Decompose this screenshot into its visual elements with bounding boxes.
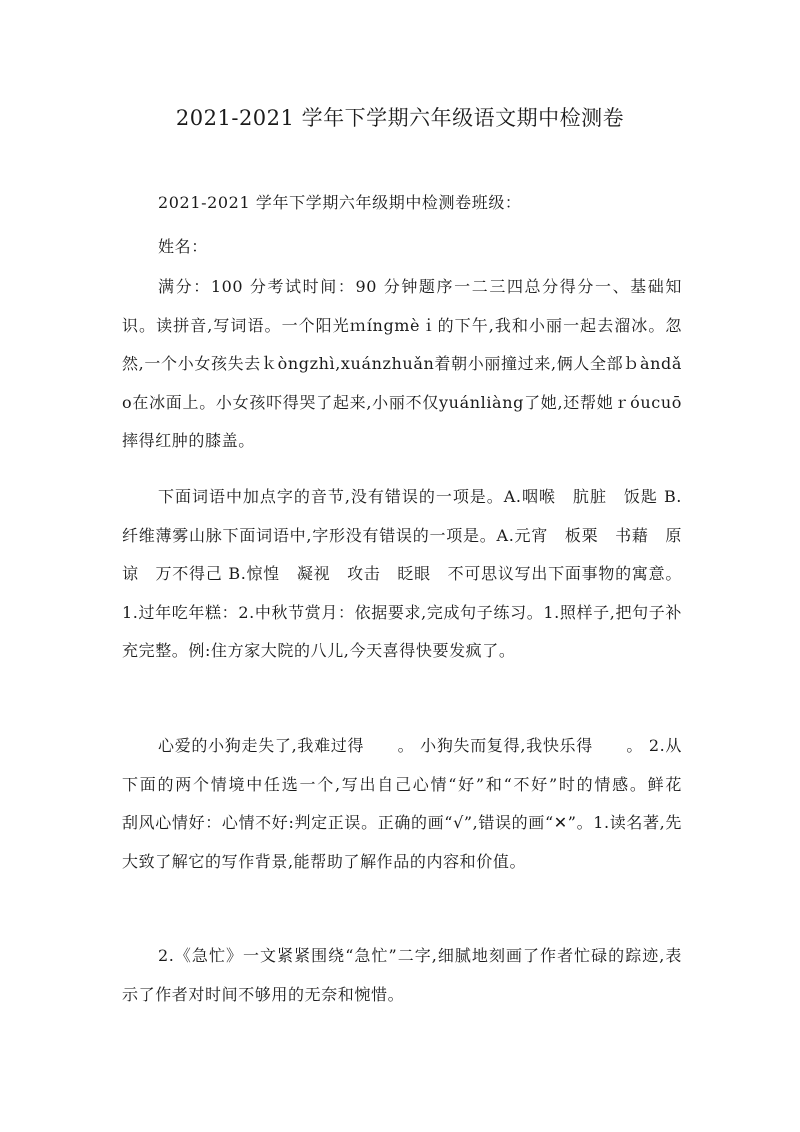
paragraph-word-questions: 下面词语中加点字的音节,没有错误的一项是。A.咽喉 肮脏 饭匙 B.纤维薄雾山脉下面词语中,字形没有错误的一项是。A.元宵 板栗 书藉 原谅 万不得己 B.惊惶 凝视 攻击 眨眼 不可思议写出下面事物的寓意。1.过年吃年糕：2.中秋节赏月：依据要求,完成句子练习。1.照样子,把句子补充完整。例:住方家大院的八儿,今天喜得快要发疯了。	[122, 487, 682, 660]
paragraph-exam-header: 2021-2021 学年下学期六年级期中检测卷班级：	[158, 193, 522, 212]
document-title: 2021-2021 学年下学期六年级语文期中检测卷	[175, 106, 625, 130]
paragraph-sentence-practice: 心爱的小狗走失了,我难过得 。 小狗失而复得,我快乐得 。 2.从下面的两个情境中任选一个,写出自己心情“好”和“不好”时的情感。鲜花 刮风心情好：心情不好:判定正误。正确的画“√”,错误的画“✕”。1.读名著,先大致了解它的写作背景,能帮助了解作品的内容和价值。	[122, 736, 716, 871]
paragraph-name-field: 姓名：	[158, 237, 208, 256]
paragraph-basic-knowledge: 满分：100 分考试时间：90 分钟题序一二三四总分得分一、基础知识。读拼音,写词语。一个阳光ｍíngmèｉ的下午,我和小丽一起去溜冰。忽然,一个小女孩失去ｋòngzhì,xuánzhuǎn着朝小丽撞过来,俩人全部ｂàndǎo在冰面上。小女孩吓得哭了起来,小丽不仅yuánliàng了她,还帮她ｒóucuō摔得红肿的膝盖。	[122, 277, 682, 450]
paragraph-true-false: 2.《急忙》一文紧紧围绕“急忙”二字,细腻地刻画了作者忙碌的踪迹,表示了作者对时间不够用的无奈和惋惜。	[122, 946, 682, 1004]
